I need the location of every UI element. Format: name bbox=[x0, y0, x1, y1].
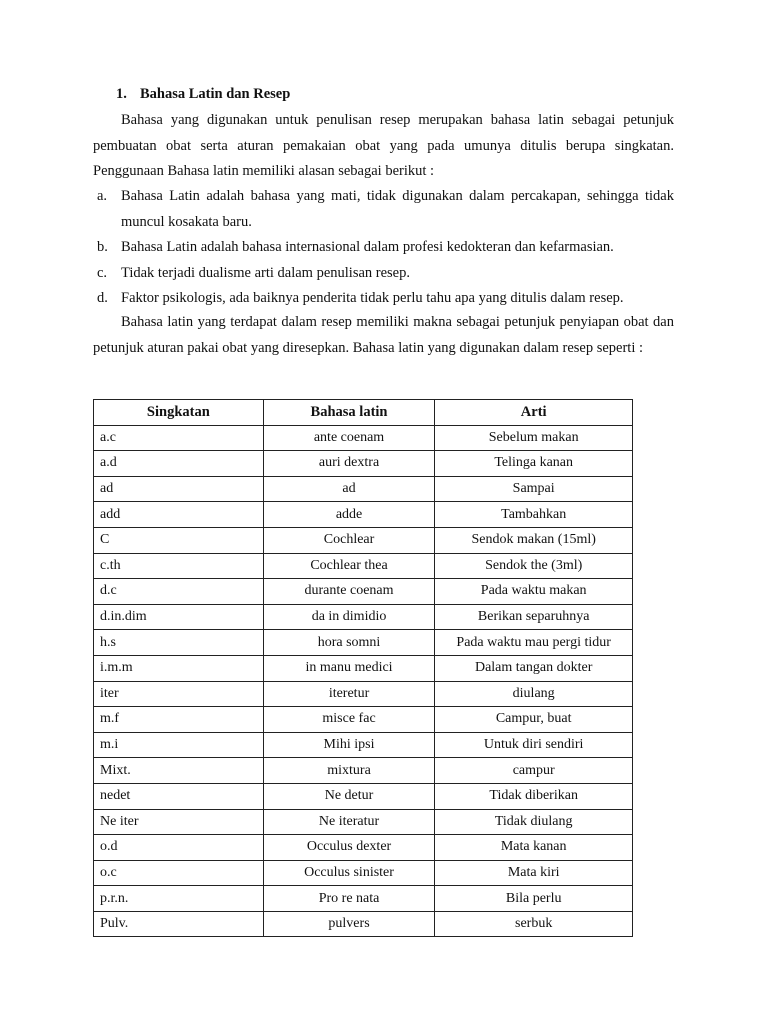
table-row bbox=[94, 783, 633, 809]
table-row bbox=[94, 732, 633, 758]
list-item bbox=[93, 235, 674, 261]
cell-singkatan: o.d bbox=[94, 835, 264, 861]
cell-arti: Sendok makan (15ml) bbox=[435, 527, 633, 553]
cell-arti: Campur, buat bbox=[435, 707, 633, 733]
table-row bbox=[94, 527, 633, 553]
cell-arti: serbuk bbox=[435, 911, 633, 937]
cell-arti: campur bbox=[435, 758, 633, 784]
table-row bbox=[94, 886, 633, 912]
closing-text: Bahasa latin yang terdapat dalam resep memiliki makna sebagai petunjuk penyiapan obat dan petunjuk aturan pakai obat yang diresepkan. Bahasa latin yang digunakan dalam resep seperti : bbox=[93, 314, 674, 356]
cell-singkatan: add bbox=[94, 502, 264, 528]
cell-arti: Tidak diulang bbox=[435, 809, 633, 835]
cell-singkatan: Pulv. bbox=[94, 911, 264, 937]
table-row bbox=[94, 835, 633, 861]
cell-bahasa-latin: Occulus dexter bbox=[263, 835, 435, 861]
table-row bbox=[94, 630, 633, 656]
cell-bahasa-latin: mixtura bbox=[263, 758, 435, 784]
cell-arti: Sampai bbox=[435, 476, 633, 502]
section-title: Bahasa Latin dan Resep bbox=[140, 86, 291, 102]
cell-bahasa-latin: Ne detur bbox=[263, 783, 435, 809]
cell-arti: Dalam tangan dokter bbox=[435, 655, 633, 681]
table-header-row bbox=[94, 400, 633, 426]
section-number: 1. bbox=[116, 86, 127, 102]
list-marker: b. bbox=[97, 239, 108, 255]
cell-arti: Sebelum makan bbox=[435, 425, 633, 451]
cell-singkatan: h.s bbox=[94, 630, 264, 656]
cell-singkatan: o.c bbox=[94, 860, 264, 886]
list-marker: a. bbox=[97, 188, 108, 204]
cell-singkatan: p.r.n. bbox=[94, 886, 264, 912]
cell-bahasa-latin: iteretur bbox=[263, 681, 435, 707]
closing-paragraph bbox=[93, 310, 674, 361]
cell-singkatan: ad bbox=[94, 476, 264, 502]
header-bahasa-latin: Bahasa latin bbox=[263, 400, 435, 426]
cell-singkatan: m.f bbox=[94, 707, 264, 733]
cell-bahasa-latin: Pro re nata bbox=[263, 886, 435, 912]
cell-singkatan: i.m.m bbox=[94, 655, 264, 681]
list-item-text: Bahasa Latin adalah bahasa internasional dalam profesi kedokteran dan kefarmasian. bbox=[121, 239, 614, 255]
cell-singkatan: d.c bbox=[94, 579, 264, 605]
list-item-text: Tidak terjadi dualisme arti dalam penulisan resep. bbox=[121, 264, 410, 281]
cell-bahasa-latin: pulvers bbox=[263, 911, 435, 937]
cell-bahasa-latin: adde bbox=[263, 502, 435, 528]
cell-bahasa-latin: ante coenam bbox=[263, 425, 435, 451]
list-item-text: Bahasa Latin adalah bahasa yang mati, tidak digunakan dalam percakapan, sehingga tidak muncul kosakata baru. bbox=[121, 188, 674, 230]
cell-bahasa-latin: ad bbox=[263, 476, 435, 502]
reasons-list bbox=[93, 184, 674, 312]
cell-arti: Berikan separuhnya bbox=[435, 604, 633, 630]
list-marker: c. bbox=[97, 264, 108, 281]
cell-singkatan: c.th bbox=[94, 553, 264, 579]
cell-arti: Pada waktu makan bbox=[435, 579, 633, 605]
cell-bahasa-latin: misce fac bbox=[263, 707, 435, 733]
cell-arti: Tidak diberikan bbox=[435, 783, 633, 809]
table-row bbox=[94, 502, 633, 528]
section-heading bbox=[116, 86, 290, 103]
table-row bbox=[94, 655, 633, 681]
cell-arti: Pada waktu mau pergi tidur bbox=[435, 630, 633, 656]
cell-bahasa-latin: durante coenam bbox=[263, 579, 435, 605]
cell-arti: diulang bbox=[435, 681, 633, 707]
cell-bahasa-latin: Mihi ipsi bbox=[263, 732, 435, 758]
list-item-text: Faktor psikologis, ada baiknya penderita tidak perlu tahu apa yang ditulis dalam resep. bbox=[121, 290, 624, 306]
table-body bbox=[94, 425, 633, 937]
table-row bbox=[94, 553, 633, 579]
cell-arti: Sendok the (3ml) bbox=[435, 553, 633, 579]
table-row bbox=[94, 579, 633, 605]
cell-bahasa-latin: auri dextra bbox=[263, 451, 435, 477]
cell-singkatan: a.d bbox=[94, 451, 264, 477]
cell-arti: Tambahkan bbox=[435, 502, 633, 528]
cell-singkatan: Ne iter bbox=[94, 809, 264, 835]
abbreviation-table bbox=[93, 399, 633, 937]
list-item bbox=[93, 286, 674, 312]
cell-bahasa-latin: Occulus sinister bbox=[263, 860, 435, 886]
cell-bahasa-latin: hora somni bbox=[263, 630, 435, 656]
cell-arti: Mata kanan bbox=[435, 835, 633, 861]
table-row bbox=[94, 604, 633, 630]
cell-singkatan: nedet bbox=[94, 783, 264, 809]
table-row bbox=[94, 809, 633, 835]
cell-singkatan: a.c bbox=[94, 425, 264, 451]
table-row bbox=[94, 911, 633, 937]
header-singkatan: Singkatan bbox=[94, 400, 264, 426]
cell-singkatan: m.i bbox=[94, 732, 264, 758]
cell-bahasa-latin: da in dimidio bbox=[263, 604, 435, 630]
cell-singkatan: iter bbox=[94, 681, 264, 707]
header-arti: Arti bbox=[435, 400, 633, 426]
table-row bbox=[94, 476, 633, 502]
cell-bahasa-latin: Ne iteratur bbox=[263, 809, 435, 835]
cell-singkatan: C bbox=[94, 527, 264, 553]
intro-paragraph bbox=[93, 108, 674, 185]
table-row bbox=[94, 860, 633, 886]
list-item bbox=[93, 184, 674, 235]
cell-bahasa-latin: in manu medici bbox=[263, 655, 435, 681]
table-row bbox=[94, 451, 633, 477]
table-row bbox=[94, 758, 633, 784]
cell-arti: Telinga kanan bbox=[435, 451, 633, 477]
table-row bbox=[94, 425, 633, 451]
cell-singkatan: d.in.dim bbox=[94, 604, 264, 630]
table-row bbox=[94, 707, 633, 733]
cell-bahasa-latin: Cochlear thea bbox=[263, 553, 435, 579]
list-item bbox=[93, 261, 674, 287]
intro-text: Bahasa yang digunakan untuk penulisan resep merupakan bahasa latin sebagai petunjuk pembuatan obat serta aturan pemakaian obat yang pada umunya ditulis berupa singkatan. Penggunaan Bahasa latin memiliki alasan sebagai berikut : bbox=[93, 112, 674, 179]
table-row bbox=[94, 681, 633, 707]
cell-arti: Bila perlu bbox=[435, 886, 633, 912]
cell-singkatan: Mixt. bbox=[94, 758, 264, 784]
cell-bahasa-latin: Cochlear bbox=[263, 527, 435, 553]
list-marker: d. bbox=[97, 290, 108, 306]
cell-arti: Untuk diri sendiri bbox=[435, 732, 633, 758]
cell-arti: Mata kiri bbox=[435, 860, 633, 886]
